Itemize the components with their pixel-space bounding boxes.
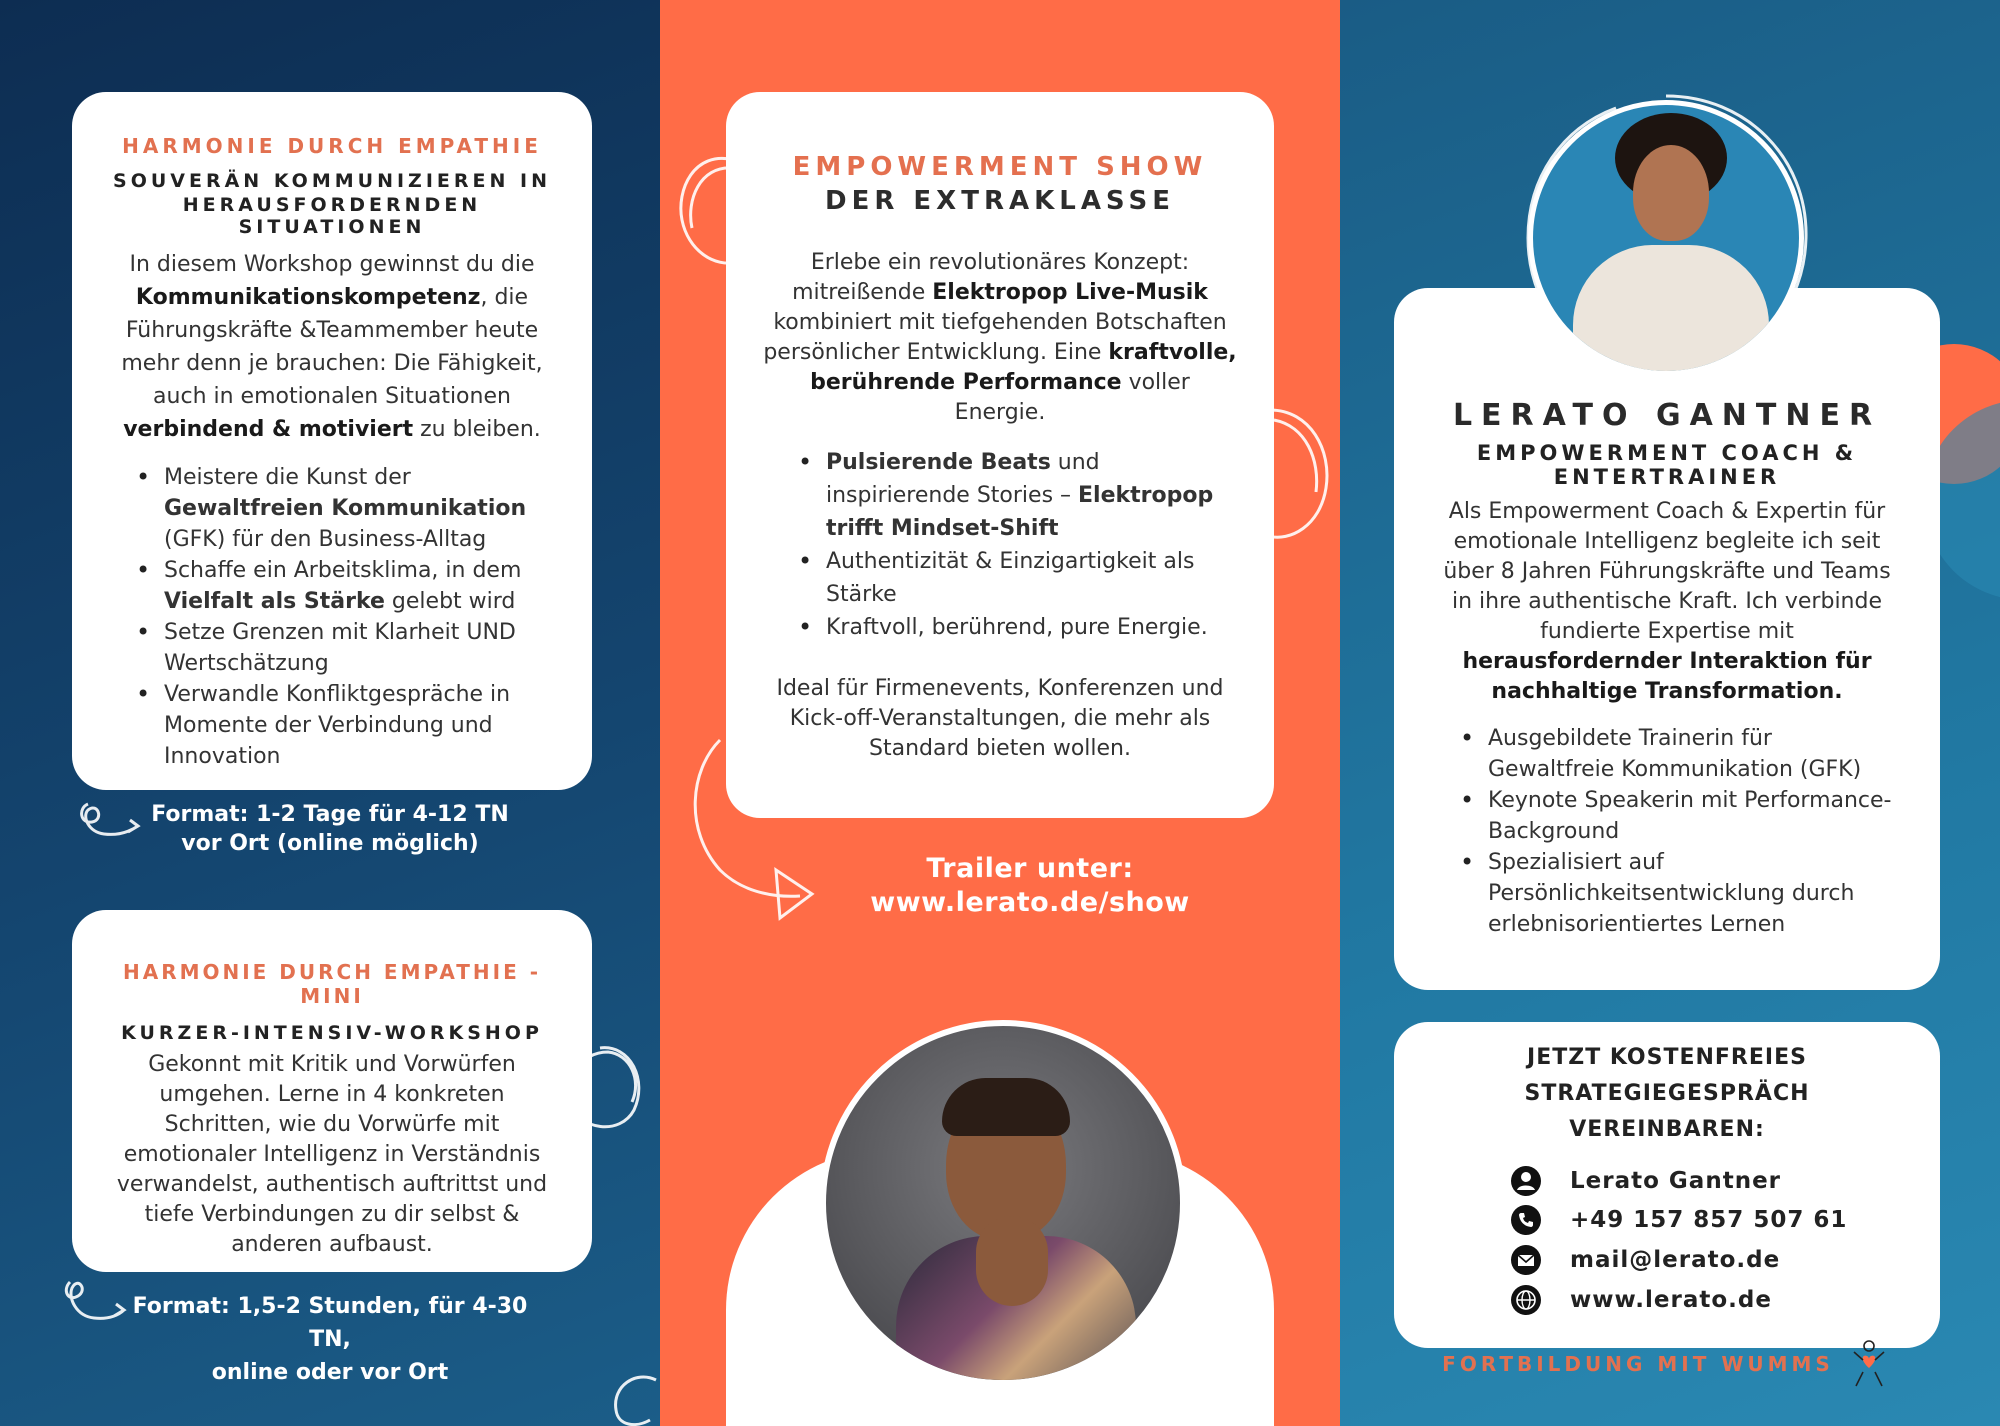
contact-row-email (1510, 1240, 1910, 1280)
profile-bullet-list (1434, 723, 1900, 940)
list-item: • Schaffe ein Arbeitsklima, in dem Vielfalt als Stärke gelebt wird (130, 555, 536, 617)
show-title: EMPOWERMENT SHOW (792, 152, 1208, 182)
trailer-link[interactable]: www.lerato.de/show (870, 887, 1190, 918)
middle-panel (660, 0, 1340, 1426)
globe-icon (1510, 1284, 1542, 1316)
circle-doodle-icon (606, 1370, 660, 1426)
performer-hands (976, 1216, 1048, 1306)
show-subtitle: DER EXTRAKLASSE (825, 186, 1175, 216)
workshop-bullet-list (92, 462, 572, 772)
show-closing: Ideal für Firmenevents, Konferenzen und Kick-off-Veranstaltungen, die mehr als Standard bieten wollen. (776, 676, 1224, 761)
profile-role-2: ENTERTRAINER (1553, 465, 1781, 489)
contact-name: Lerato Gantner (1570, 1168, 1782, 1194)
mini-workshop-title: HARMONIE DURCH EMPATHIE - MINI (122, 960, 541, 1008)
performer-photo (820, 1020, 1186, 1386)
profile-bio: Als Empowerment Coach & Expertin für emotionale Intelligenz begleite ich seit über 8 Jahren Führungskräfte und Teams in ihre authentische Kraft. Ich verbinde fundierte Expertise mit herausfordernder Interaktion für nachhaltige Transformation. (1443, 499, 1891, 704)
mini-workshop-format: Format: 1,5-2 Stunden, für 4-30 TN, online oder vor Ort (132, 1294, 528, 1385)
mini-workshop-subtitle: KURZER-INTENSIV-WORKSHOP (121, 1022, 543, 1044)
circle-doodle-icon (1260, 400, 1334, 550)
workshop-format: Format: 1-2 Tage für 4-12 TN vor Ort (online möglich) (151, 802, 509, 856)
list-item: • Meistere die Kunst der Gewaltfreien Kommunikation (GFK) für den Business-Alltag (130, 462, 536, 555)
list-item: • Pulsierende Beats und inspirierende Stories – Elektropop trifft Mindset-Shift (792, 446, 1238, 545)
contact-heading: JETZT KOSTENFREIES STRATEGIEGESPRÄCH VEREINBAREN: (1524, 1045, 1810, 1142)
list-item: • Authentizität & Einzigartigkeit als Stärke (792, 545, 1238, 611)
person-icon (1510, 1165, 1542, 1197)
list-item: • Keynote Speakerin mit Performance-Background (1454, 785, 1900, 847)
profile-role-1: EMPOWERMENT COACH & (1476, 441, 1858, 465)
list-item: • Ausgebildete Trainerin für Gewaltfreie Kommunikation (GFK) (1454, 723, 1900, 785)
contact-list (1424, 1162, 1910, 1320)
contact-email[interactable]: mail@lerato.de (1570, 1247, 1781, 1273)
left-panel (0, 0, 660, 1426)
list-item: • Spezialisiert auf Persönlichkeitsentwicklung durch erlebnisorientiertes Lernen (1454, 847, 1900, 940)
workshop-intro: In diesem Workshop gewinnst du die Kommunikationskompetenz, die Führungskräfte &Teammember heute mehr denn je brauchen: Die Fähigkeit, auch in emotionalen Situationen verbindend & motiviert zu bleiben. (121, 252, 543, 442)
list-item: • Setze Grenzen mit Klarheit UND Wertschätzung (130, 617, 536, 679)
contact-phone[interactable]: +49 157 857 507 61 (1570, 1207, 1848, 1233)
list-item: • Verwandle Konfliktgespräche in Momente der Verbindung und Innovation (130, 679, 536, 772)
phone-icon (1510, 1204, 1542, 1236)
contact-row-phone (1510, 1200, 1910, 1240)
profile-name: LERATO GANTNER (1452, 398, 1882, 433)
trailer-info: Trailer unter: www.lerato.de/show (810, 852, 1250, 920)
show-card (726, 92, 1274, 818)
contact-row-web (1510, 1280, 1910, 1320)
workshop-subtitle-1: SOUVERÄN KOMMUNIZIEREN IN (113, 170, 551, 192)
contact-website[interactable]: www.lerato.de (1570, 1287, 1772, 1313)
circle-doodle-icon (1516, 88, 1816, 388)
arrow-doodle-icon (680, 730, 830, 930)
workshop-title: HARMONIE DURCH EMPATHIE (122, 134, 542, 158)
right-panel (1340, 0, 2000, 1426)
contact-row-name (1510, 1162, 1910, 1200)
contact-card (1394, 1022, 1940, 1376)
mini-workshop-text: Gekonnt mit Kritik und Vorwürfen umgehen. Lerne in 4 konkreten Schritten, wie du Vorwürfe mit emotionaler Intelligenz in Verständnis verwandelst, authentisch auftrittst und tiefe Verbindungen zu dir selbst & anderen aufbaust. (116, 1052, 548, 1257)
profile-card (1394, 288, 1940, 990)
workshop-card (72, 92, 592, 790)
performer-hair (942, 1078, 1070, 1136)
mail-icon (1510, 1244, 1542, 1276)
show-bullet-list (762, 446, 1238, 644)
list-item: • Kraftvoll, berührend, pure Energie. (792, 611, 1238, 644)
tagline-row (1424, 1338, 1910, 1390)
show-description: Erlebe ein revolutionäres Konzept: mitreißende Elektropop Live-Musik kombiniert mit tiefgehenden Botschaften persönlicher Entwicklung. Eine kraftvolle, berührende Performance voller Energie. (763, 250, 1237, 425)
heart-figure-icon (1846, 1338, 1892, 1390)
mini-workshop-card (72, 910, 592, 1272)
workshop-subtitle-2: HERAUSFORDERNDEN SITUATIONEN (182, 194, 482, 238)
tagline: FORTBILDUNG MIT WUMMS (1442, 1352, 1834, 1376)
circle-doodle-icon (560, 1040, 650, 1140)
